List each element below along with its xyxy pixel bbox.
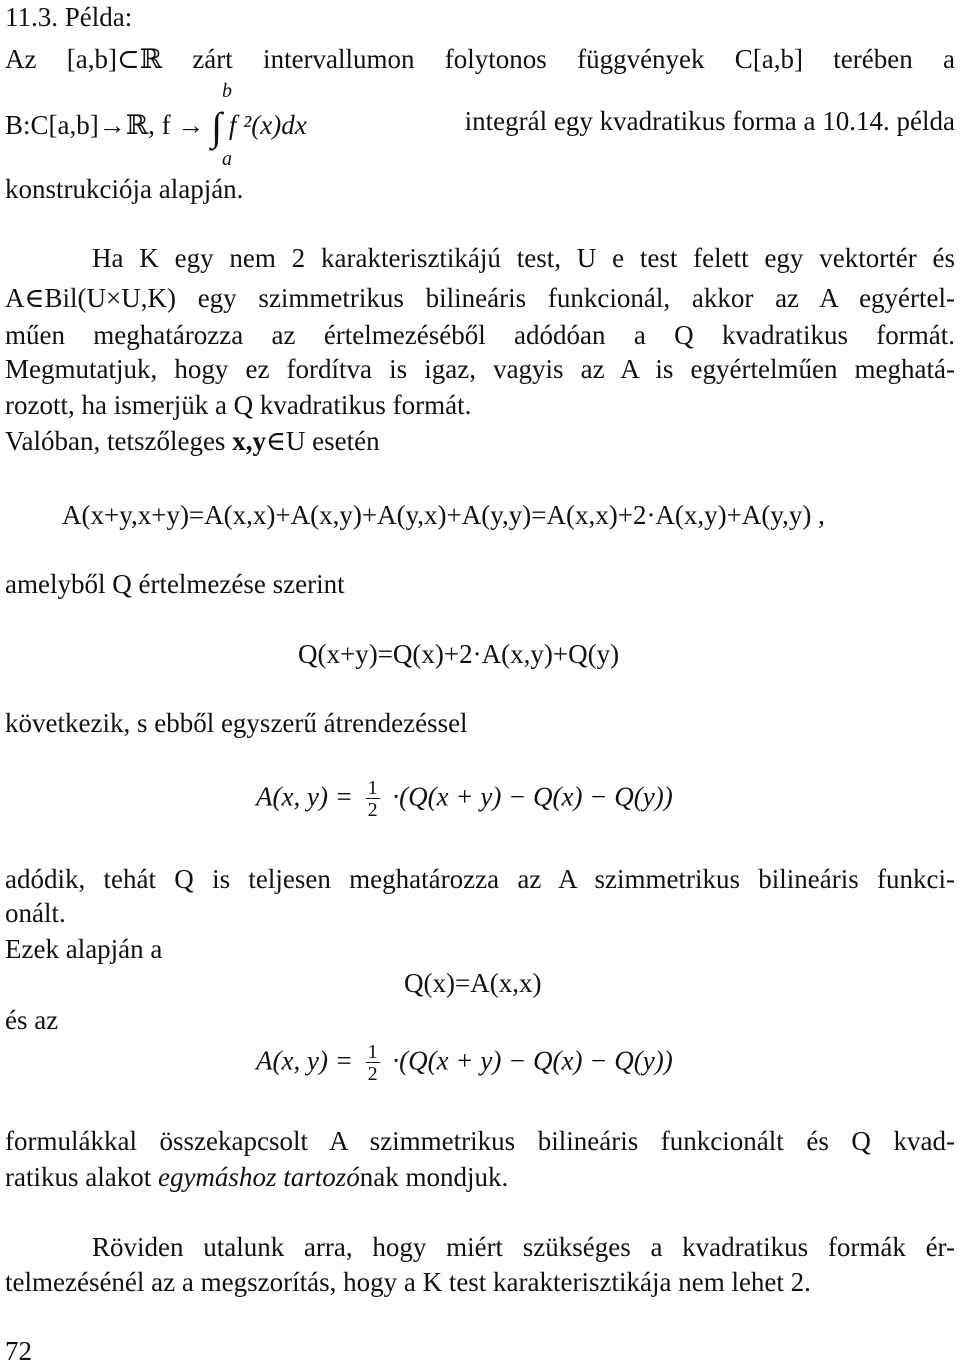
para2-line-1: adódik, tehát Q is teljesen meghatározza az A szimmetrikus bilineáris funkci- (5, 864, 955, 894)
para3-text: ratikus alakot (5, 1162, 152, 1192)
valoban-text: Valóban, tetszőleges (5, 426, 226, 456)
equation-3-rhs: ·(Q(x + y) − Q(x) − Q(y)) (392, 781, 673, 812)
integral-sign: ∫ (211, 104, 223, 149)
para4-line-2: telmezésénél az a megszorítás, hogy a K test karakterisztikája nem lehet 2. (5, 1267, 811, 1297)
functional-definition: B:C[a,b]→ℝ, f → (5, 110, 205, 140)
para1-line-3: műen meghatározza az értelmezéséből adódóan a Q kvadratikus formát. (5, 320, 955, 350)
fraction-denominator: 2 (367, 1063, 378, 1085)
vectors-xy: x,y (232, 426, 266, 456)
para3-text-end: nak mondjuk. (359, 1162, 509, 1192)
example-line-2 (5, 104, 955, 149)
example-line-3: konstrukciója alapján. (5, 174, 244, 204)
page-number: 72 (5, 1336, 32, 1366)
equation-5-lhs: A(x, y) = (256, 1045, 353, 1076)
para1-line-6 (5, 424, 955, 458)
equation-3-lhs: A(x, y) = (256, 781, 353, 812)
interval-text: Az [a,b] (5, 44, 117, 74)
subset-reals-symbol: ⊂ℝ (116, 44, 163, 74)
fraction-denominator: 2 (367, 799, 378, 821)
integral-upper-limit: b (222, 80, 232, 102)
equation-5-fraction (366, 1042, 380, 1085)
equation-5 (256, 1042, 856, 1092)
fraction-numerator: 1 (367, 1041, 378, 1063)
para1-line-2: A∈Bil(U×U,K) egy szimmetrikus bilineáris funkcionál, akkor az A egyértel- (5, 283, 955, 313)
para3-line-1: formulákkal összekapcsolt A szimmetrikus bilineáris funkcionált és Q kvad- (5, 1126, 955, 1156)
example-line-1 (5, 42, 955, 76)
integrand: f ²(x)dx (228, 110, 307, 140)
equation-5-rhs: ·(Q(x + y) − Q(x) − Q(y)) (392, 1045, 673, 1076)
para1-line-5: rozott, ha ismerjük a Q kvadratikus formát. (5, 390, 472, 420)
equation-3-fraction (366, 778, 380, 821)
para3-line-2 (5, 1160, 955, 1194)
equation-3 (256, 778, 856, 828)
para2-line-3: Ezek alapján a (5, 934, 163, 964)
para1-line-4: Megmutatjuk, hogy ez fordítva is igaz, vagyis az A is egyértelműen meghatá- (5, 354, 955, 384)
integral-lower-limit: a (222, 148, 232, 170)
equation-4: Q(x)=A(x,x) (404, 968, 542, 998)
para1-line-1: Ha K egy nem 2 karakterisztikájú test, U e test felett egy vektortér és (92, 243, 955, 273)
para4-line-1: Röviden utalunk arra, hogy miért szükséges a kvadratikus formák ér- (92, 1232, 955, 1262)
example-line-2-rest: integrál egy kvadratikus forma a 10.14. példa (464, 106, 955, 136)
para2-line-2: onált. (5, 898, 66, 928)
esetén-text: ∈U esetén (265, 426, 380, 456)
es-az-text: és az (5, 1005, 59, 1035)
equation-1: A(x+y,x+y)=A(x,x)+A(x,y)+A(y,x)+A(y,y)=A(x,x)+2·A(x,y)+A(y,y) , (62, 500, 825, 530)
kovetkezik-text: következik, s ebből egyszerű átrendezéssel (5, 708, 468, 738)
fraction-numerator: 1 (367, 777, 378, 799)
amelybol-text: amelyből Q értelmezése szerint (5, 569, 345, 599)
equation-2: Q(x+y)=Q(x)+2·A(x,y)+Q(y) (298, 639, 620, 669)
example-line-1-rest: zárt intervallumon folytonos függvények C[a,b] terében a (192, 44, 956, 74)
example-heading: 11.3. Példa: (5, 2, 133, 32)
emphasis-term: egymáshoz tartozó (157, 1162, 360, 1192)
